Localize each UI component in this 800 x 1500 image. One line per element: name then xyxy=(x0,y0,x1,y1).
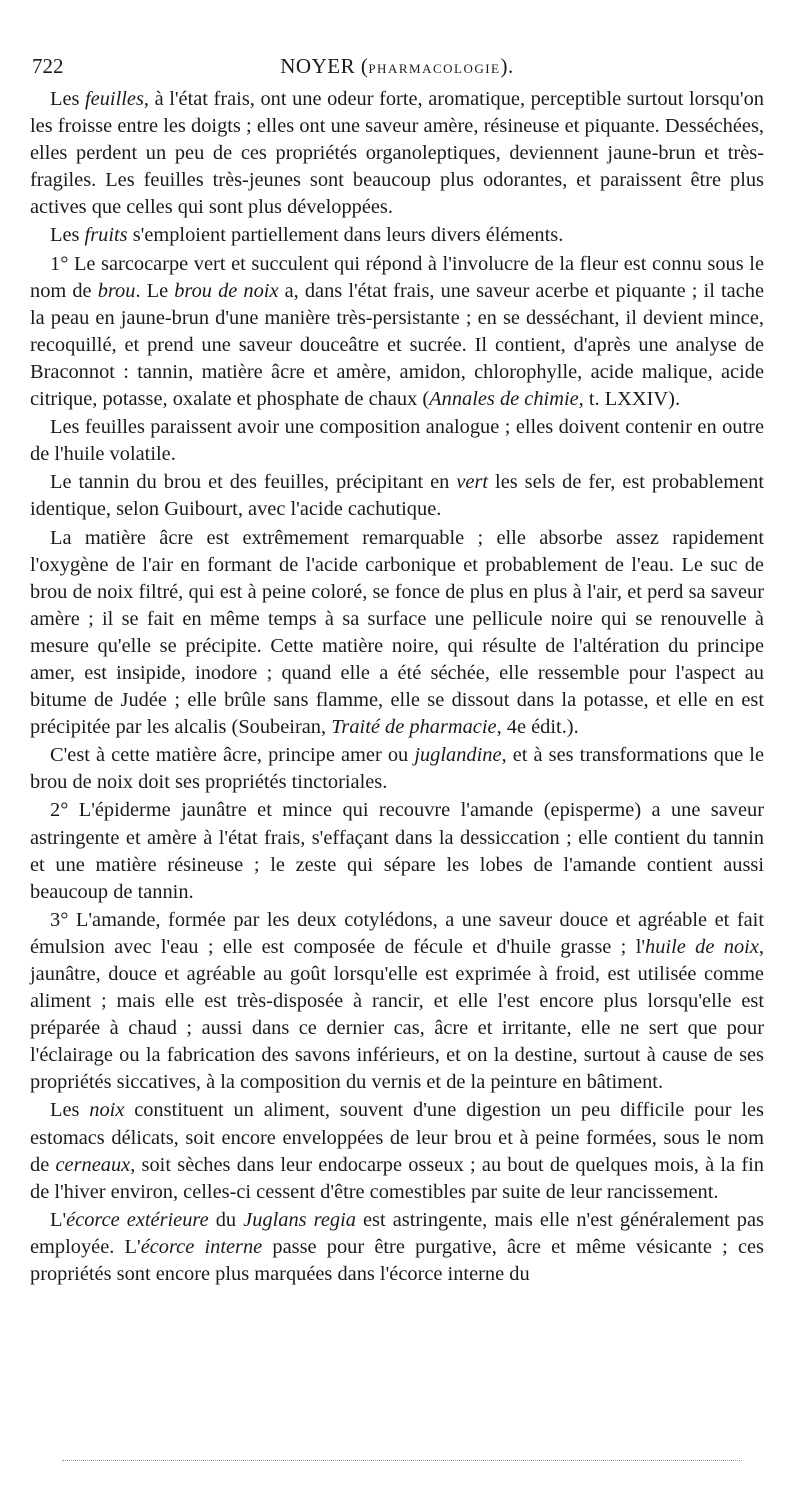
text-run: , à l'état frais, ont une odeur forte, aromatique, perceptible surtout lorsqu'on les froisse entre les doigts ; elles ont une saveur amère, résineuse et piquante. Desséchées, elles perdent un peu de ces propriétés organoleptiques, deviennent jaune-brun et très-fragiles. Les feuilles très-jeunes sont beaucoup plus odorantes, et paraissent être plus actives que celles qui sont plus développées. xyxy=(30,88,764,219)
text-run: C'est à cette matière âcre, principe amer ou xyxy=(50,744,415,767)
running-head xyxy=(30,54,764,86)
italic-term: écorce extérieure xyxy=(66,1208,209,1231)
italic-term: brou xyxy=(97,279,136,302)
text-run: Les xyxy=(50,1099,90,1122)
text-run: est astringente, mais elle n'est généralement pas employée. L' xyxy=(30,1208,764,1258)
running-title-end: ). xyxy=(500,54,514,78)
paragraph xyxy=(30,222,764,249)
text-run: 2° L'épiderme jaunâtre et mince qui recouvre l'amande (episperme) a une saveur astringente et amère à l'état frais, s'effaçant dans la dessiccation ; elle contient du tannin et une matière résineuse ; le zeste qui sépare les lobes de l'amande contient aussi beaucoup de tannin. xyxy=(30,799,764,903)
text-run: Les xyxy=(50,224,85,247)
paragraph xyxy=(30,86,764,221)
paragraph xyxy=(30,251,764,414)
text-run: les sels de fer, est probablement identique, selon Guibourt, avec l'acide cachutique. xyxy=(30,471,764,521)
italic-term: juglandine xyxy=(414,744,502,767)
italic-term: feuilles xyxy=(85,88,144,110)
text-run: a, dans l'état frais, une saveur acerbe et piquante ; il tache la peau en jaune-brun d'une manière très-persistante ; en se desséchant, il devient mince, recoquillé, et prend une saveur douceâtre et sucrée. Il contient, d'après une analyse de Braconnot : tannin, matière âcre et amère, amidon, chlorophylle, acide malique, acide citrique, potasse, oxalate et phosphate de chaux ( xyxy=(30,279,764,411)
text-run: s'emploient partiellement dans leurs divers éléments. xyxy=(127,224,564,247)
paragraph xyxy=(30,414,764,468)
text-run: Le tannin du brou et des feuilles, précipitant en xyxy=(50,471,457,494)
italic-term: Traité de pharmacie xyxy=(331,716,497,739)
text-run: 1° Le sarcocarpe vert et succulent qui répond à l'involucre de la fleur est connu sous le nom de xyxy=(30,252,764,302)
running-title-section: PHARMACOLOGIE xyxy=(368,61,501,76)
text-run: , jaunâtre, douce et agréable au goût lorsqu'elle est exprimée à froid, est utilisée comme aliment ; mais elle est très-disposée à rancir, et elle l'est encore plus lorsqu'elle est préparée à chaud ; aussi dans ce dernier cas, âcre et irritante, elle ne sert que pour l'éclairage ou la fabrication des savons inférieurs, et on la destine, surtout à cause de ses propriétés siccatives, à la composition du vernis et de la peinture en bâtiment. xyxy=(30,935,764,1094)
italic-term: brou de noix xyxy=(174,279,279,302)
text-run: . Le xyxy=(135,279,175,302)
paragraph xyxy=(30,1097,764,1205)
book-page xyxy=(30,54,764,1288)
text-run: La matière âcre est extrêmement remarquable ; elle absorbe assez rapidement l'oxygène de l'air en formant de l'acide carbonique et probablement de l'eau. Le suc de brou de noix filtré, qui est à peine coloré, se fonce de plus en plus à l'air, et perd sa saveur amère ; il se fait en même temps à sa surface une pellicule noire qui se renouvelle à mesure qu'elle se précipite. Cette matière noire, qui résulte de l'altération du principe amer, est insipide, inodore ; quand elle a été séchée, elle ressemble pour l'aspect au bitume de Judée ; elle brûle sans flamme, elle se dissout dans la potasse, et elle en est précipitée par les alcalis (Soubeiran, xyxy=(30,526,764,739)
text-run: 3° L'amande, formée par les deux cotylédons, a une saveur douce et agréable et fait émulsion avec l'eau ; elle est composée de fécule et d'huile grasse ; l' xyxy=(30,908,764,958)
paragraph xyxy=(30,525,764,742)
running-title xyxy=(30,54,764,79)
italic-term: vert xyxy=(456,471,489,494)
paragraph xyxy=(30,797,764,905)
italic-term: Annales de chimie xyxy=(429,388,579,411)
paragraph xyxy=(30,742,764,796)
italic-term: cerneaux xyxy=(55,1153,131,1176)
italic-term: Juglans regia xyxy=(243,1208,356,1231)
italic-term: huile de noix xyxy=(645,935,759,958)
text-run: Les feuilles paraissent avoir une composition analogue ; elles doivent contenir en outre de l'huile volatile. xyxy=(30,416,764,466)
running-title-main: NOYER ( xyxy=(280,54,369,78)
italic-term: écorce interne xyxy=(140,1235,263,1258)
text-run: , et à ses transformations que le brou de noix doit ses propriétés tinctoriales. xyxy=(30,744,764,794)
paragraph xyxy=(30,469,764,523)
text-run: constituent un aliment, souvent d'une digestion un peu difficile pour les estomacs délicats, soit encore enveloppées de leur brou et à peine formées, sous le nom de xyxy=(30,1099,764,1176)
text-run: , t. LXXIV). xyxy=(578,388,681,411)
italic-term: noix xyxy=(89,1099,125,1122)
text-run: L' xyxy=(50,1208,67,1231)
text-run: , 4e édit.). xyxy=(496,716,579,739)
text-run: Les xyxy=(50,88,86,110)
body-text xyxy=(30,86,764,1288)
text-run: , soit sèches dans leur endocarpe osseux ; au bout de quelques mois, à la fin de l'hiver environ, celles-ci cessent d'être comestibles par suite de leur rancissement. xyxy=(30,1153,764,1203)
paragraph xyxy=(30,907,764,1097)
paragraph xyxy=(30,1207,764,1288)
footer-divider xyxy=(62,1460,742,1461)
text-run: du xyxy=(208,1208,244,1231)
text-run: passe pour être purgative, âcre et même vésicante ; ces propriétés sont encore plus marquées dans l'écorce interne du xyxy=(30,1235,764,1286)
italic-term: fruits xyxy=(84,224,128,247)
page-number: 722 xyxy=(32,54,64,78)
